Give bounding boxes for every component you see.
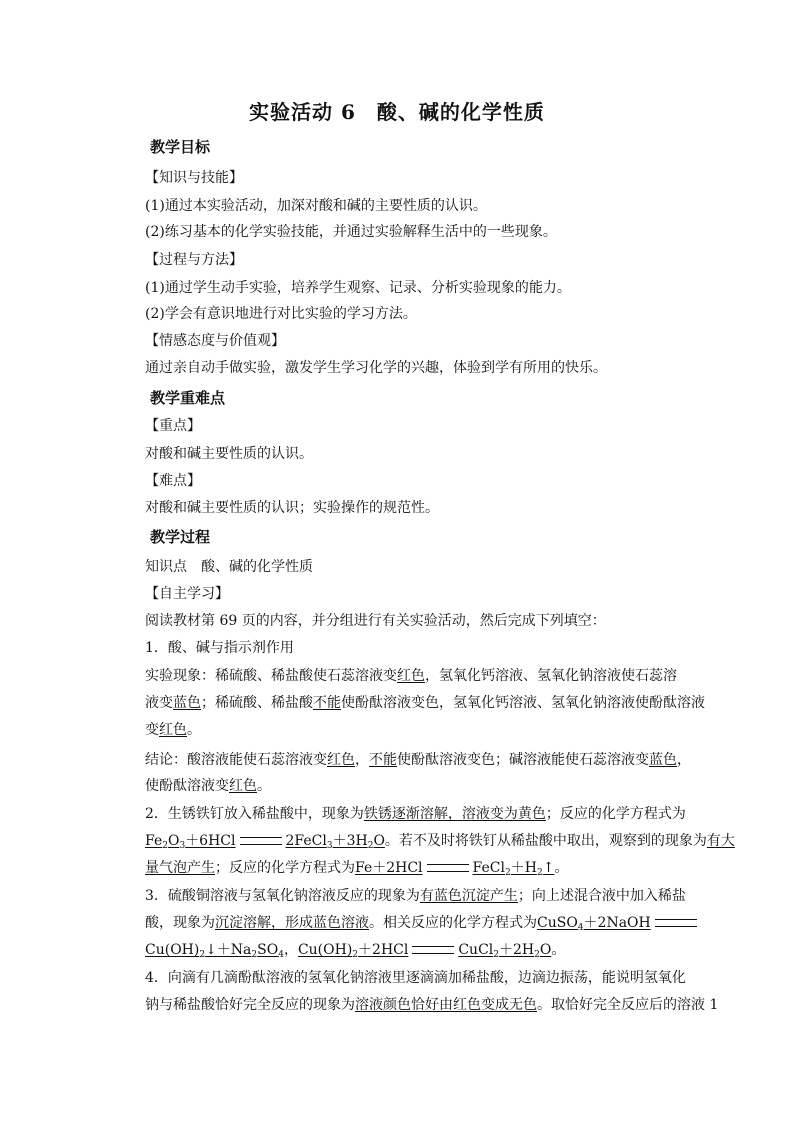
equation-answer: $2FeCl_3+3H_2O$: [285, 833, 385, 851]
answer-blank: 不能: [313, 695, 341, 711]
item1-observation-line1: 实验现象：稀硫酸、稀盐酸使石蕊溶液变红色，氢氧化钙溶液、氢氧化钠溶液使石蕊溶: [145, 668, 677, 684]
knowledge-label: 【知识与技能】: [145, 170, 243, 186]
equation-answer: CuSO$_4$＋2NaOH: [537, 915, 651, 933]
knowledge-item-2: (2)练习基本的化学实验技能，并通过实验解释生活中的一些现象。: [145, 224, 557, 240]
conclusion-line1: 结论：酸溶液能使石蕊溶液变红色，不能使酚酞溶液变色；碱溶液能使石蕊溶液变蓝色，: [145, 752, 691, 768]
equation-answer: Fe＋2HCl: [355, 860, 423, 876]
conclusion-line2: 使酚酞溶液变红色。: [145, 778, 271, 794]
answer-blank: 量气泡产生: [145, 860, 215, 876]
answer-blank: 铁锈逐渐溶解，溶液变为黄色: [363, 806, 546, 822]
knowledge-item-1: (1)通过本实验活动，加深对酸和碱的主要性质的认识。: [145, 198, 487, 214]
process-item-2: (2)学会有意识地进行对比实验的学习方法。: [145, 306, 417, 322]
equation-answer: $CuCl_2+2H_2O$: [458, 942, 552, 960]
self-study-label: 【自主学习】: [145, 586, 229, 602]
item1-observation-line2: 液变蓝色；稀硫酸、稀盐酸不能使酚酞溶液变色，氢氧化钙溶液、氢氧化钠溶液使酚酞溶液: [145, 695, 705, 711]
item3-line3: $Cu(OH)_2↓+Na_2SO_4$，$Cu(OH)_2+2HCl$ $CuCl_2+2H_2O$。: [145, 942, 566, 960]
answer-blank: 不能: [369, 752, 397, 768]
answer-blank: 红色: [397, 668, 425, 684]
item2-line3: 量气泡产生；反应的化学方程式为Fe＋2HCl $FeCl_2+H_2↑$。: [145, 860, 569, 878]
item4-line1: 4．向滴有几滴酚酞溶液的氢氧化钠溶液里逐滴滴加稀盐酸，边滴边振荡，能说明氢氧化: [145, 970, 686, 986]
answer-blank: 有蓝色沉淀产生: [419, 888, 518, 904]
reaction-equals-sign: [240, 837, 282, 845]
answer-blank: 红色: [327, 752, 355, 768]
equation-answer: $Cu(OH)_2↓+Na_2SO_4$: [145, 942, 284, 960]
answer-blank: 红色: [159, 722, 187, 738]
answer-blank: 溶液颜色恰好由红色变成无色: [355, 997, 537, 1013]
process-heading: 教学过程: [150, 528, 211, 546]
reaction-equals-sign: [412, 946, 454, 954]
answer-blank: 蓝色: [649, 752, 677, 768]
equation-answer: $Fe_2O_3+6HCl$: [145, 833, 236, 851]
answer-blank: 沉淀溶解，形成蓝色溶液: [215, 915, 369, 931]
item3-line1: 3．硫酸铜溶液与氢氧化钠溶液反应的现象为有蓝色沉淀产生；向上述混合液中加入稀盐: [145, 888, 686, 904]
item2-line2: $Fe_2O_3+6HCl$ $2FeCl_3+3H_2O$。若不及时将铁钉从稀盐酸中取出，观察到的现象为有大: [145, 833, 735, 851]
equation-answer: $FeCl_2+H_2↑$: [472, 860, 555, 878]
process-item-1: (1)通过学生动手实验，培养学生观察、记录、分析实验现象的能力。: [145, 280, 571, 296]
process-label: 【过程与方法】: [145, 252, 243, 268]
knowledge-point-line: 知识点 酸、碱的化学性质: [145, 559, 313, 575]
difficulty-text: 对酸和碱主要性质的认识；实验操作的规范性。: [145, 500, 439, 516]
goals-heading: 教学目标: [150, 138, 211, 156]
reaction-equals-sign: [427, 864, 469, 872]
answer-blank: 红色: [229, 778, 257, 794]
answer-blank: 蓝色: [173, 695, 201, 711]
item1-observation-line3: 变红色。: [145, 722, 201, 738]
item4-line2: 钠与稀盐酸恰好完全反应的现象为溶液颜色恰好由红色变成无色。取恰好完全反应后的溶液 1: [145, 997, 719, 1013]
focus-text: 对酸和碱主要性质的认识。: [145, 446, 313, 462]
key-heading: 教学重难点: [150, 389, 226, 407]
focus-label: 【重点】: [145, 418, 201, 434]
equation-answer: $Cu(OH)_2+2HCl$: [297, 942, 409, 960]
emotion-item-1: 通过亲自动手做实验，激发学生学习化学的兴趣，体验到学有所用的快乐。: [145, 360, 607, 376]
item2-line1: 2．生锈铁钉放入稀盐酸中，现象为铁锈逐渐溶解，溶液变为黄色；反应的化学方程式为: [145, 806, 686, 822]
page-title: 实验活动 6 酸、碱的化学性质: [249, 100, 545, 124]
difficulty-label: 【难点】: [145, 473, 201, 489]
emotion-label: 【情感态度与价值观】: [145, 333, 285, 349]
reaction-equals-sign: [655, 919, 697, 927]
item3-line2: 酸，现象为沉淀溶解，形成蓝色溶液。相关反应的化学方程式为CuSO$_4$＋2NaOH: [145, 913, 701, 938]
reading-instruction: 阅读教材第 69 页的内容，并分组进行有关实验活动，然后完成下列填空：: [145, 613, 606, 629]
item1-title: 1．酸、碱与指示剂作用: [145, 640, 294, 656]
answer-blank: 有大: [706, 833, 735, 849]
